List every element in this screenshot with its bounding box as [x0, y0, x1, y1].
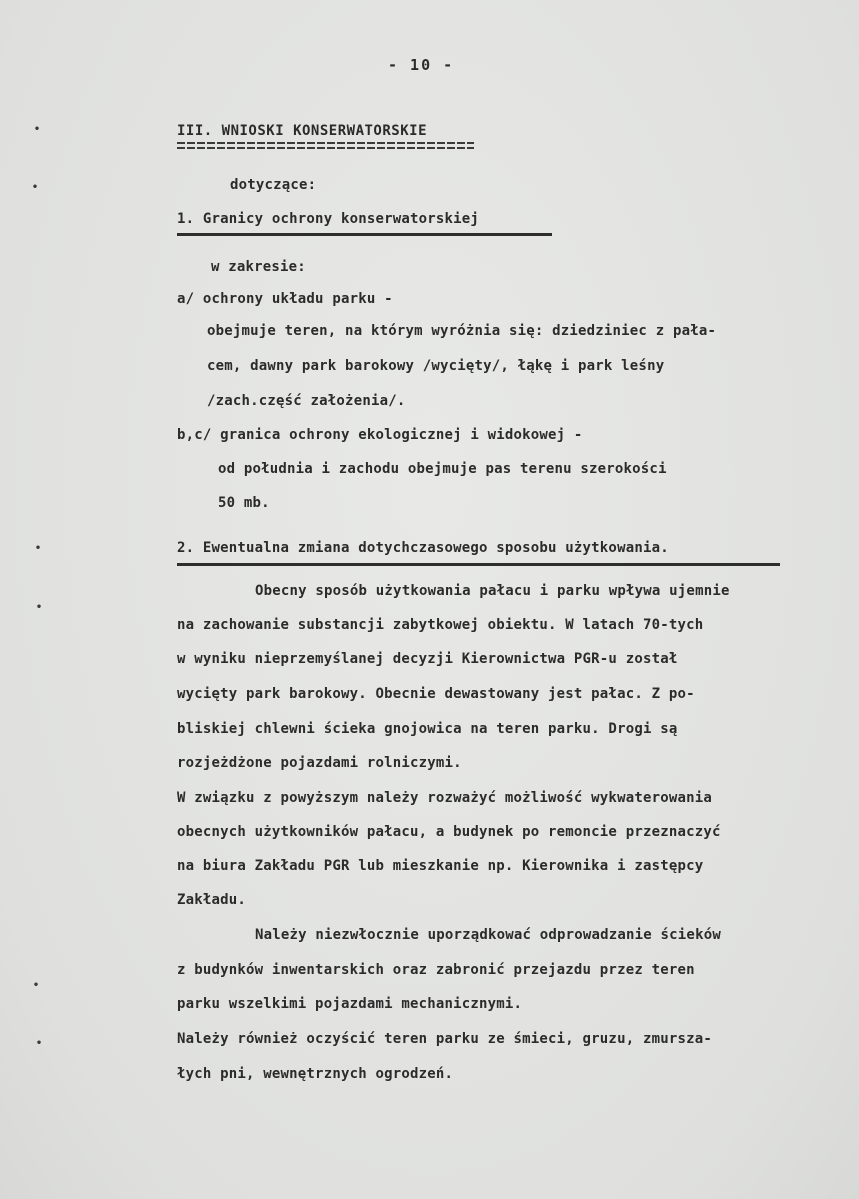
margin-dot: •: [36, 1038, 43, 1049]
item2-paragraph-line: na zachowanie substancji zabytkowej obiektu. W latach 70-tych: [177, 617, 704, 633]
item2-paragraph-line: z budynków inwentarskich oraz zabronić przejazdu przez teren: [177, 962, 695, 978]
item2-paragraph-line: bliskiej chlewni ścieka gnojowica na teren parku. Drogi są: [177, 721, 678, 737]
item2-paragraph-line: łych pni, wewnętrznych ogrodzeń.: [177, 1066, 454, 1082]
item1-a-heading: a/ ochrony układu parku -: [177, 291, 393, 307]
item2-paragraph-line: obecnych użytkowników pałacu, a budynek po remoncie przeznaczyć: [177, 824, 721, 840]
item1-scope-label: w zakresie:: [211, 259, 306, 275]
margin-dot: •: [35, 543, 42, 554]
item2-paragraph-line: w wyniku nieprzemyślanej decyzji Kierownictwa PGR-u został: [177, 651, 678, 667]
item2-paragraph-line: Należy również oczyścić teren parku ze śmieci, gruzu, zmursza-: [177, 1031, 712, 1047]
item2-heading-underline: [177, 563, 780, 566]
item1-bc-heading: b,c/ granica ochrony ekologicznej i widokowej -: [177, 427, 583, 443]
item1-a-line: obejmuje teren, na którym wyróżnia się: dziedziniec z pała-: [207, 323, 717, 339]
item1-heading-underline: [177, 233, 552, 236]
item2-paragraph-line: parku wszelkimi pojazdami mechanicznymi.: [177, 996, 523, 1012]
item1-bc-line: od południa i zachodu obejmuje pas terenu szerokości: [218, 461, 667, 477]
intro-text: dotyczące:: [230, 177, 317, 193]
section-title-double-underline: [177, 142, 474, 149]
item2-heading: 2. Ewentualna zmiana dotychczasowego sposobu użytkowania.: [177, 540, 669, 556]
item2-paragraph-line: na biura Zakładu PGR lub mieszkanie np. Kierownika i zastępcy: [177, 858, 704, 874]
item2-paragraph-line: Zakładu.: [177, 892, 247, 908]
section-title: III. WNIOSKI KONSERWATORSKIE: [177, 123, 428, 139]
margin-dot: •: [32, 182, 39, 193]
item2-paragraph-line: rozjeżdżone pojazdami rolniczymi.: [177, 755, 462, 771]
margin-dot: •: [36, 602, 43, 613]
page-number: - 10 -: [388, 56, 455, 74]
item1-a-line: cem, dawny park barokowy /wycięty/, łąkę i park leśny: [207, 358, 665, 374]
item1-heading: 1. Granicy ochrony konserwatorskiej: [177, 211, 480, 227]
item1-a-line: /zach.część założenia/.: [207, 393, 406, 409]
item2-paragraph-line: Należy niezwłocznie uporządkować odprowadzanie ścieków: [255, 927, 721, 943]
item2-paragraph-line: Obecny sposób użytkowania pałacu i parku wpływa ujemnie: [255, 583, 730, 599]
margin-dot: •: [33, 980, 40, 991]
item2-paragraph-line: wycięty park barokowy. Obecnie dewastowany jest pałac. Z po-: [177, 686, 695, 702]
margin-dot: •: [34, 124, 41, 135]
item1-bc-line: 50 mb.: [218, 495, 270, 511]
item2-paragraph-line: W związku z powyższym należy rozważyć możliwość wykwaterowania: [177, 790, 712, 806]
